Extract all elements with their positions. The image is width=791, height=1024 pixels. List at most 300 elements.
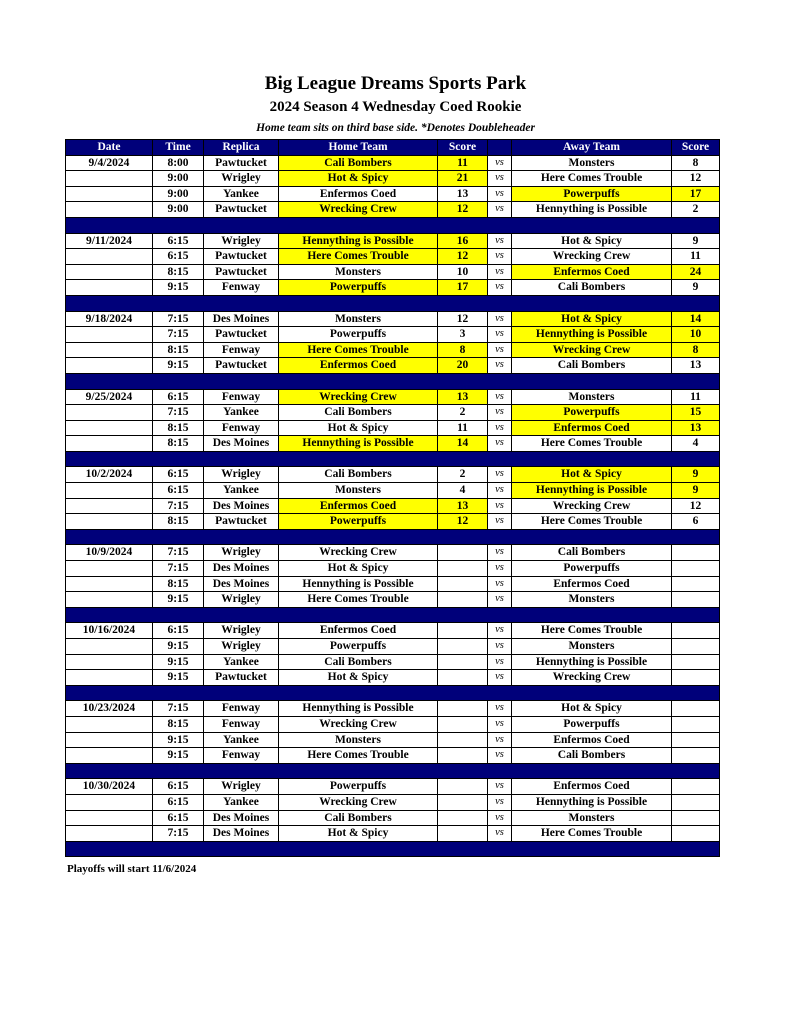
schedule-note: Home team sits on third base side. *Denotes Doubleheader — [256, 122, 535, 134]
game-replica-field: Pawtucket — [204, 670, 279, 686]
game-date — [66, 483, 153, 499]
game-time: 6:15 — [153, 483, 204, 499]
away-score — [672, 576, 720, 592]
away-score: 13 — [672, 420, 720, 436]
home-team: Wrecking Crew — [279, 716, 438, 732]
away-team: Monsters — [512, 639, 672, 655]
week-separator — [66, 295, 720, 311]
home-team: Enfermos Coed — [279, 186, 438, 202]
away-team: Monsters — [512, 810, 672, 826]
vs-label: vs — [488, 748, 512, 764]
home-team: Here Comes Trouble — [279, 342, 438, 358]
game-time: 8:15 — [153, 576, 204, 592]
away-team: Hot & Spicy — [512, 701, 672, 717]
home-team: Hennything is Possible — [279, 701, 438, 717]
vs-label: vs — [488, 171, 512, 187]
game-time: 6:15 — [153, 389, 204, 405]
game-replica-field: Des Moines — [204, 498, 279, 514]
home-score: 10 — [438, 264, 488, 280]
game-time: 6:15 — [153, 810, 204, 826]
away-team: Powerpuffs — [512, 405, 672, 421]
away-score — [672, 639, 720, 655]
game-time: 6:15 — [153, 623, 204, 639]
away-team: Wrecking Crew — [512, 249, 672, 265]
game-replica-field: Fenway — [204, 389, 279, 405]
game-time: 9:15 — [153, 280, 204, 296]
game-replica-field: Pawtucket — [204, 202, 279, 218]
game-replica-field: Wrigley — [204, 171, 279, 187]
game-row — [66, 561, 720, 577]
game-row — [66, 467, 720, 483]
home-team: Monsters — [279, 264, 438, 280]
vs-label: vs — [488, 670, 512, 686]
home-team: Powerpuffs — [279, 280, 438, 296]
vs-label: vs — [488, 498, 512, 514]
game-date — [66, 498, 153, 514]
game-time: 9:15 — [153, 358, 204, 374]
game-date — [66, 405, 153, 421]
game-row — [66, 342, 720, 358]
game-date — [66, 514, 153, 530]
week-separator — [66, 373, 720, 389]
away-score — [672, 716, 720, 732]
game-row — [66, 498, 720, 514]
home-team: Cali Bombers — [279, 467, 438, 483]
vs-label: vs — [488, 233, 512, 249]
away-score: 24 — [672, 264, 720, 280]
game-time: 9:15 — [153, 639, 204, 655]
game-date: 10/9/2024 — [66, 545, 153, 561]
home-team: Hot & Spicy — [279, 561, 438, 577]
game-row — [66, 311, 720, 327]
home-team: Powerpuffs — [279, 639, 438, 655]
vs-label: vs — [488, 186, 512, 202]
schedule-table — [65, 139, 720, 857]
home-team: Monsters — [279, 483, 438, 499]
vs-label: vs — [488, 545, 512, 561]
away-score — [672, 654, 720, 670]
game-time: 7:15 — [153, 701, 204, 717]
game-replica-field: Wrigley — [204, 639, 279, 655]
away-score: 2 — [672, 202, 720, 218]
game-time: 6:15 — [153, 467, 204, 483]
home-score: 17 — [438, 280, 488, 296]
home-team: Hot & Spicy — [279, 826, 438, 842]
game-row — [66, 810, 720, 826]
game-time: 8:15 — [153, 264, 204, 280]
away-score: 9 — [672, 467, 720, 483]
game-replica-field: Fenway — [204, 280, 279, 296]
game-row — [66, 623, 720, 639]
game-date — [66, 202, 153, 218]
game-row — [66, 420, 720, 436]
game-row — [66, 280, 720, 296]
home-score: 12 — [438, 311, 488, 327]
game-replica-field: Wrigley — [204, 779, 279, 795]
away-score: 9 — [672, 233, 720, 249]
game-time: 9:15 — [153, 732, 204, 748]
vs-label: vs — [488, 639, 512, 655]
game-row — [66, 701, 720, 717]
game-row — [66, 592, 720, 608]
home-score: 13 — [438, 389, 488, 405]
game-date — [66, 436, 153, 452]
home-team: Cali Bombers — [279, 405, 438, 421]
week-separator — [66, 529, 720, 545]
home-score: 21 — [438, 171, 488, 187]
game-replica-field: Fenway — [204, 342, 279, 358]
home-score: 3 — [438, 327, 488, 343]
game-date — [66, 280, 153, 296]
away-team: Hot & Spicy — [512, 467, 672, 483]
game-date: 9/18/2024 — [66, 311, 153, 327]
game-date — [66, 592, 153, 608]
game-date — [66, 794, 153, 810]
game-time: 9:00 — [153, 171, 204, 187]
away-score: 17 — [672, 186, 720, 202]
game-replica-field: Fenway — [204, 748, 279, 764]
home-team: Here Comes Trouble — [279, 592, 438, 608]
home-score — [438, 545, 488, 561]
game-replica-field: Wrigley — [204, 467, 279, 483]
away-score — [672, 545, 720, 561]
game-time: 6:15 — [153, 233, 204, 249]
away-score: 15 — [672, 405, 720, 421]
vs-label: vs — [488, 826, 512, 842]
game-replica-field: Yankee — [204, 186, 279, 202]
game-row — [66, 389, 720, 405]
week-separator — [66, 217, 720, 233]
game-replica-field: Pawtucket — [204, 358, 279, 374]
home-score — [438, 701, 488, 717]
game-replica-field: Wrigley — [204, 623, 279, 639]
home-score: 2 — [438, 467, 488, 483]
vs-label: vs — [488, 716, 512, 732]
game-replica-field: Yankee — [204, 405, 279, 421]
home-team: Enfermos Coed — [279, 498, 438, 514]
game-replica-field: Des Moines — [204, 826, 279, 842]
game-date: 9/4/2024 — [66, 155, 153, 171]
game-row — [66, 670, 720, 686]
game-row — [66, 654, 720, 670]
home-team: Powerpuffs — [279, 327, 438, 343]
game-time: 8:15 — [153, 420, 204, 436]
home-team: Cali Bombers — [279, 155, 438, 171]
home-team: Hennything is Possible — [279, 233, 438, 249]
game-date: 9/25/2024 — [66, 389, 153, 405]
game-row — [66, 405, 720, 421]
away-score: 14 — [672, 311, 720, 327]
home-score: 12 — [438, 202, 488, 218]
game-replica-field: Fenway — [204, 701, 279, 717]
game-date — [66, 186, 153, 202]
game-time: 9:15 — [153, 654, 204, 670]
game-row — [66, 748, 720, 764]
home-score — [438, 670, 488, 686]
away-score — [672, 701, 720, 717]
col-header-replica: Replica — [204, 140, 279, 156]
home-team: Hot & Spicy — [279, 670, 438, 686]
home-score: 11 — [438, 420, 488, 436]
game-time: 7:15 — [153, 498, 204, 514]
game-time: 9:00 — [153, 202, 204, 218]
game-replica-field: Pawtucket — [204, 155, 279, 171]
week-separator — [66, 763, 720, 779]
home-score — [438, 732, 488, 748]
away-team: Powerpuffs — [512, 186, 672, 202]
away-team: Cali Bombers — [512, 545, 672, 561]
home-score — [438, 654, 488, 670]
home-score — [438, 592, 488, 608]
game-replica-field: Yankee — [204, 732, 279, 748]
home-score — [438, 748, 488, 764]
game-row — [66, 794, 720, 810]
game-row — [66, 545, 720, 561]
home-team: Wrecking Crew — [279, 794, 438, 810]
vs-label: vs — [488, 779, 512, 795]
game-row — [66, 826, 720, 842]
game-date — [66, 576, 153, 592]
home-score: 12 — [438, 249, 488, 265]
away-score: 8 — [672, 342, 720, 358]
away-score — [672, 670, 720, 686]
game-date — [66, 639, 153, 655]
away-score — [672, 732, 720, 748]
away-score — [672, 748, 720, 764]
away-score — [672, 561, 720, 577]
vs-label: vs — [488, 810, 512, 826]
game-replica-field: Yankee — [204, 654, 279, 670]
week-separator-band — [66, 529, 720, 545]
away-team: Here Comes Trouble — [512, 623, 672, 639]
away-score — [672, 623, 720, 639]
home-score: 2 — [438, 405, 488, 421]
away-score: 4 — [672, 436, 720, 452]
home-score — [438, 561, 488, 577]
game-replica-field: Des Moines — [204, 576, 279, 592]
vs-label: vs — [488, 249, 512, 265]
game-row — [66, 483, 720, 499]
home-score — [438, 810, 488, 826]
game-date: 10/16/2024 — [66, 623, 153, 639]
col-header-away-score: Score — [672, 140, 720, 156]
game-replica-field: Wrigley — [204, 545, 279, 561]
home-score: 12 — [438, 514, 488, 530]
away-score: 8 — [672, 155, 720, 171]
game-replica-field: Des Moines — [204, 436, 279, 452]
home-team: Hennything is Possible — [279, 436, 438, 452]
vs-label: vs — [488, 155, 512, 171]
game-date: 10/23/2024 — [66, 701, 153, 717]
away-team: Powerpuffs — [512, 561, 672, 577]
away-team: Here Comes Trouble — [512, 171, 672, 187]
home-team: Hennything is Possible — [279, 576, 438, 592]
home-score: 13 — [438, 498, 488, 514]
away-team: Hennything is Possible — [512, 202, 672, 218]
game-time: 6:15 — [153, 794, 204, 810]
game-replica-field: Pawtucket — [204, 327, 279, 343]
game-date — [66, 171, 153, 187]
away-score: 9 — [672, 280, 720, 296]
away-score: 10 — [672, 327, 720, 343]
away-team: Wrecking Crew — [512, 670, 672, 686]
game-time: 8:15 — [153, 342, 204, 358]
game-replica-field: Des Moines — [204, 561, 279, 577]
table-header-row — [66, 140, 720, 156]
vs-label: vs — [488, 732, 512, 748]
away-score: 12 — [672, 171, 720, 187]
week-separator — [66, 685, 720, 701]
home-team: Powerpuffs — [279, 779, 438, 795]
game-time: 6:15 — [153, 779, 204, 795]
away-team: Hot & Spicy — [512, 311, 672, 327]
home-score — [438, 716, 488, 732]
vs-label: vs — [488, 514, 512, 530]
home-team: Here Comes Trouble — [279, 249, 438, 265]
col-header-date: Date — [66, 140, 153, 156]
game-replica-field: Yankee — [204, 483, 279, 499]
game-row — [66, 732, 720, 748]
game-replica-field: Fenway — [204, 716, 279, 732]
vs-label: vs — [488, 654, 512, 670]
home-score — [438, 794, 488, 810]
vs-label: vs — [488, 561, 512, 577]
home-team: Wrecking Crew — [279, 202, 438, 218]
vs-label: vs — [488, 264, 512, 280]
game-replica-field: Pawtucket — [204, 514, 279, 530]
week-separator-band — [66, 295, 720, 311]
game-date — [66, 732, 153, 748]
game-row — [66, 249, 720, 265]
away-team: Cali Bombers — [512, 280, 672, 296]
away-team: Monsters — [512, 155, 672, 171]
home-score — [438, 639, 488, 655]
away-team: Hot & Spicy — [512, 233, 672, 249]
game-row — [66, 233, 720, 249]
away-score — [672, 826, 720, 842]
home-score: 14 — [438, 436, 488, 452]
game-replica-field: Pawtucket — [204, 264, 279, 280]
away-team: Enfermos Coed — [512, 732, 672, 748]
game-time: 9:00 — [153, 186, 204, 202]
away-team: Enfermos Coed — [512, 420, 672, 436]
vs-label: vs — [488, 311, 512, 327]
game-date — [66, 748, 153, 764]
home-team: Cali Bombers — [279, 654, 438, 670]
away-team: Here Comes Trouble — [512, 826, 672, 842]
week-separator-band — [66, 763, 720, 779]
away-score — [672, 794, 720, 810]
game-date: 10/2/2024 — [66, 467, 153, 483]
game-row — [66, 639, 720, 655]
home-team: Enfermos Coed — [279, 358, 438, 374]
playoffs-note: Playoffs will start 11/6/2024 — [67, 863, 197, 875]
home-score — [438, 779, 488, 795]
home-team: Enfermos Coed — [279, 623, 438, 639]
game-row — [66, 186, 720, 202]
game-row — [66, 716, 720, 732]
home-score: 16 — [438, 233, 488, 249]
game-row — [66, 576, 720, 592]
vs-label: vs — [488, 420, 512, 436]
vs-label: vs — [488, 202, 512, 218]
away-score: 12 — [672, 498, 720, 514]
game-date — [66, 358, 153, 374]
away-score: 9 — [672, 483, 720, 499]
game-date — [66, 327, 153, 343]
home-team: Wrecking Crew — [279, 389, 438, 405]
away-score — [672, 810, 720, 826]
game-row — [66, 155, 720, 171]
home-score — [438, 623, 488, 639]
away-score: 11 — [672, 249, 720, 265]
week-separator-band — [66, 451, 720, 467]
week-separator — [66, 451, 720, 467]
away-team: Enfermos Coed — [512, 779, 672, 795]
game-date — [66, 826, 153, 842]
away-team: Monsters — [512, 389, 672, 405]
vs-label: vs — [488, 342, 512, 358]
home-score — [438, 576, 488, 592]
vs-label: vs — [488, 701, 512, 717]
vs-label: vs — [488, 436, 512, 452]
vs-label: vs — [488, 405, 512, 421]
game-row — [66, 327, 720, 343]
game-time: 6:15 — [153, 249, 204, 265]
vs-label: vs — [488, 389, 512, 405]
schedule-body — [66, 155, 720, 857]
game-date — [66, 810, 153, 826]
game-time: 9:15 — [153, 592, 204, 608]
game-replica-field: Fenway — [204, 420, 279, 436]
away-team: Here Comes Trouble — [512, 436, 672, 452]
away-score — [672, 592, 720, 608]
game-time: 8:15 — [153, 716, 204, 732]
game-replica-field: Wrigley — [204, 233, 279, 249]
game-replica-field: Yankee — [204, 794, 279, 810]
game-row — [66, 779, 720, 795]
away-score: 11 — [672, 389, 720, 405]
home-team: Monsters — [279, 732, 438, 748]
game-date — [66, 342, 153, 358]
game-row — [66, 436, 720, 452]
away-team: Hennything is Possible — [512, 327, 672, 343]
game-time: 7:15 — [153, 405, 204, 421]
week-separator-band — [66, 217, 720, 233]
game-replica-field: Pawtucket — [204, 249, 279, 265]
game-time: 8:00 — [153, 155, 204, 171]
game-date — [66, 654, 153, 670]
week-separator-band — [66, 841, 720, 857]
home-team: Cali Bombers — [279, 810, 438, 826]
game-date: 9/11/2024 — [66, 233, 153, 249]
home-team: Hot & Spicy — [279, 420, 438, 436]
game-time: 7:15 — [153, 561, 204, 577]
vs-label: vs — [488, 623, 512, 639]
game-time: 7:15 — [153, 311, 204, 327]
col-header-time: Time — [153, 140, 204, 156]
away-team: Monsters — [512, 592, 672, 608]
col-header-home-score: Score — [438, 140, 488, 156]
game-replica-field: Des Moines — [204, 311, 279, 327]
home-score: 4 — [438, 483, 488, 499]
game-date: 10/30/2024 — [66, 779, 153, 795]
home-team: Here Comes Trouble — [279, 748, 438, 764]
week-separator — [66, 841, 720, 857]
game-time: 9:15 — [153, 748, 204, 764]
away-score — [672, 779, 720, 795]
game-replica-field: Wrigley — [204, 592, 279, 608]
